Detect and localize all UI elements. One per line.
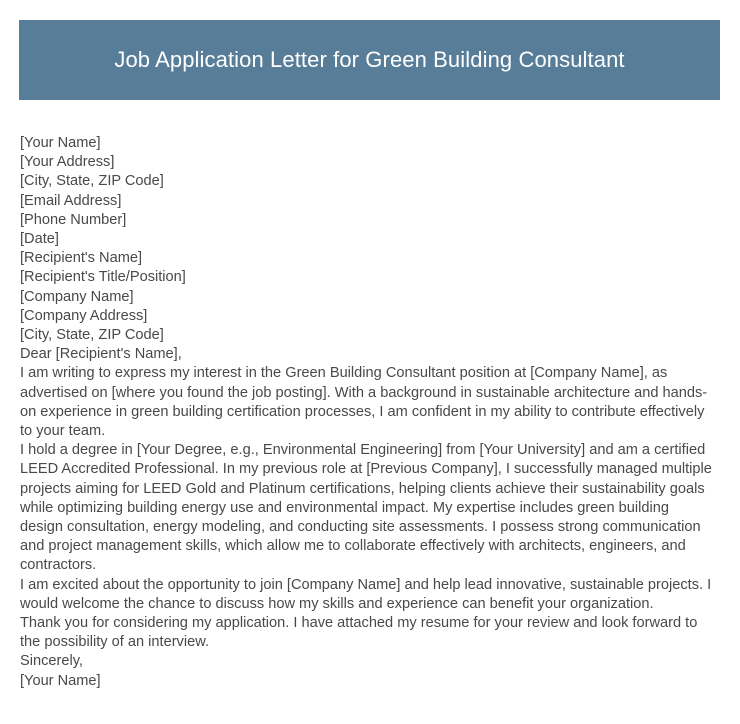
letter-paragraph: Thank you for considering my application. I have attached my resume for your review and look forward to the possibility of an interview. [20,615,698,651]
letter-line: [Company Address] [20,307,148,324]
letter-line: [Email Address] [20,192,122,209]
letter-header-banner [19,20,720,100]
letter-line: [Date] [20,231,59,248]
letter-paragraph: I am excited about the opportunity to join [Company Name] and help lead innovative, sustainable projects. I would welcome the chance to discuss how my skills and experience can benefit your organization. [20,576,712,612]
letter-line: [Your Name] [20,672,101,689]
letter-line: Sincerely, [20,653,83,670]
letter-line: [City, State, ZIP Code] [20,173,164,190]
letter-line: [Company Name] [20,288,134,305]
letter-line: [Your Name] [20,135,101,151]
letter-paragraph: I am writing to express my interest in the Green Building Consultant position at [Company Name], as advertised on [where you found the job posting]. With a background in sustainable architecture and hands-on experience in green building certification processes, I am confident in my ability to contribute effectively to your team. [20,365,708,440]
letter-line: [Recipient's Name] [20,250,143,267]
letter-line: [Your Address] [20,154,115,171]
letter-line: [Recipient's Title/Position] [20,269,186,286]
letter-paragraph: I hold a degree in [Your Degree, e.g., Environmental Engineering] from [Your University] and am a certified LEED Accredited Professional. In my previous role at [Previous Company], I successfully managed multiple projects aiming for LEED Gold and Platinum certifications, helping clients achieve their sustainability goals while optimizing building energy use and environmental impact. My expertise includes green building design consultation, energy modeling, and conducting site assessments. I possess strong communication and project management skills, which allow me to collaborate effectively with architects, engineers, and contractors. [20,442,712,574]
letter-body [20,134,714,691]
page-title: Job Application Letter for Green Building Consultant [114,46,625,72]
letter-line: [City, State, ZIP Code] [20,327,164,344]
letter-line: [Phone Number] [20,211,127,228]
letter-line: Dear [Recipient's Name], [20,346,182,363]
